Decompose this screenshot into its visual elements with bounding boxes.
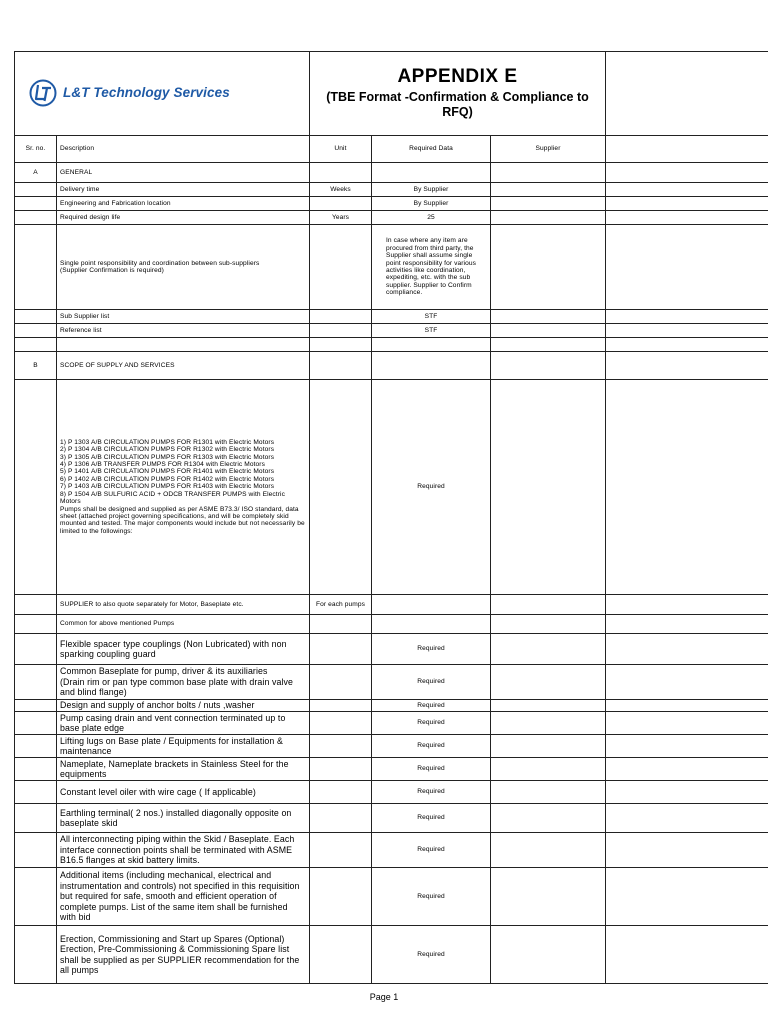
row-required-data <box>371 615 490 633</box>
table-row <box>14 832 768 867</box>
row-blank <box>605 310 768 323</box>
row-blank <box>605 868 768 925</box>
row-required-data: By Supplier <box>371 183 490 196</box>
row-unit <box>309 833 371 867</box>
row-blank <box>605 781 768 803</box>
row-required-data: Required <box>371 781 490 803</box>
row-supplier <box>490 380 605 594</box>
row-unit <box>309 615 371 633</box>
row-description: Common for above mentioned Pumps <box>56 615 309 633</box>
table-row <box>14 803 768 832</box>
row-required-data <box>371 338 490 351</box>
row-required-data: STF <box>371 310 490 323</box>
row-unit <box>309 197 371 210</box>
table-row <box>14 711 768 734</box>
document-header <box>14 51 768 135</box>
row-required-data: Required <box>371 634 490 664</box>
row-sr <box>14 926 56 983</box>
row-sr <box>14 310 56 323</box>
row-blank <box>605 712 768 734</box>
row-required-data: Required <box>371 712 490 734</box>
row-unit <box>309 735 371 757</box>
row-supplier <box>490 197 605 210</box>
table-row <box>14 757 768 780</box>
row-supplier <box>490 758 605 780</box>
row-description: SUPPLIER to also quote separately for Motor, Baseplate etc. <box>56 595 309 614</box>
row-blank <box>605 833 768 867</box>
page-number: Page 1 <box>369 992 399 1002</box>
row-blank <box>605 225 768 309</box>
row-required-data: Required <box>371 665 490 699</box>
document-subtitle: (TBE Format -Confirmation & Compliance to RFQ) <box>326 90 589 119</box>
row-sr <box>14 615 56 633</box>
table-row <box>14 162 768 182</box>
row-blank <box>605 595 768 614</box>
row-sr <box>14 183 56 196</box>
row-description: All interconnecting piping within the Skid / Baseplate. Each interface connection points shall be terminated with ASME B16.5 flanges at skid battery limits. <box>56 833 309 867</box>
row-supplier <box>490 634 605 664</box>
row-description: Engineering and Fabrication location <box>56 197 309 210</box>
row-supplier <box>490 781 605 803</box>
table-row <box>14 323 768 337</box>
column-header-row <box>14 135 768 162</box>
row-blank <box>605 380 768 594</box>
row-blank <box>605 338 768 351</box>
row-description: Earthling terminal( 2 nos.) installed diagonally opposite on baseplate skid <box>56 804 309 832</box>
row-sr <box>14 324 56 337</box>
table-row <box>14 309 768 323</box>
row-supplier <box>490 804 605 832</box>
row-required-data <box>371 352 490 379</box>
row-sr <box>14 833 56 867</box>
row-unit <box>309 324 371 337</box>
row-blank <box>605 926 768 983</box>
row-required-data: In case where any item are procured from third party, the Supplier shall assume single point responsibility for various activities like coordination, expediting, etc. with the sub supplier. Supplier to Confirm compliance. <box>371 225 490 309</box>
row-required-data: Required <box>371 735 490 757</box>
row-description: Common Baseplate for pump, driver & its auxiliaries (Drain rim or pan type common base plate with drain valve and blind flange) <box>56 665 309 699</box>
row-supplier <box>490 310 605 323</box>
row-blank <box>605 197 768 210</box>
row-unit <box>309 310 371 323</box>
table-row <box>14 699 768 711</box>
row-description: 1) P 1303 A/B CIRCULATION PUMPS FOR R1301 with Electric Motors 2) P 1304 A/B CIRCULATION PUMPS FOR R1302 with Electric Motors 3) P 1305 A/B CIRCULATION PUMPS FOR R1303 with Electric Motors 4) P 1306 A/B TRANSFER PUMPS FOR R1304 with Electric Motors 5) P 1401 A/B CIRCULATION PUMPS FOR R1401 with Electric Motors 6) P 1402 A/B CIRCULATION PUMPS FOR R1402 with Electric Motors 7) P 1403 A/B CIRCULATION PUMPS FOR R1403 with Electric Motors 8) P 1504 A/B SULFURIC ACID + ODCB TRANSFER PUMPS with Electric Motors Pumps shall be designed and supplied as per ASME B73.3/ ISO standard, data sheet (attached project governing specifications, and will be completely skid mounted and tested. The major components would include but not necessarily be limited to the followings: <box>56 380 309 594</box>
row-unit: For each pumps <box>309 595 371 614</box>
row-supplier <box>490 700 605 711</box>
row-sr: A <box>14 163 56 182</box>
row-description: Additional items (including mechanical, electrical and instrumentation and controls) not specified in this requisition but required for safe, smooth and efficient operation of complete pumps. List of the same item shall be furnished with bid <box>56 868 309 925</box>
row-required-data: Required <box>371 833 490 867</box>
row-sr <box>14 634 56 664</box>
row-sr <box>14 211 56 224</box>
row-supplier <box>490 595 605 614</box>
table-row <box>14 224 768 309</box>
table-row <box>14 351 768 379</box>
col-header-supplier: Supplier <box>490 136 605 162</box>
row-unit <box>309 781 371 803</box>
row-description: Flexible spacer type couplings (Non Lubricated) with non sparking coupling guard <box>56 634 309 664</box>
row-unit <box>309 712 371 734</box>
row-description: Nameplate, Nameplate brackets in Stainless Steel for the equipments <box>56 758 309 780</box>
row-sr <box>14 758 56 780</box>
row-blank <box>605 352 768 379</box>
header-blank-cell <box>605 52 768 136</box>
row-supplier <box>490 615 605 633</box>
row-supplier <box>490 338 605 351</box>
table-row <box>14 337 768 351</box>
row-blank <box>605 183 768 196</box>
row-unit: Years <box>309 211 371 224</box>
row-required-data <box>371 163 490 182</box>
row-unit <box>309 338 371 351</box>
row-blank <box>605 324 768 337</box>
row-required-data: Required <box>371 700 490 711</box>
row-description: Pump casing drain and vent connection terminated up to base plate edge <box>56 712 309 734</box>
row-sr <box>14 781 56 803</box>
table-bottom-border <box>14 983 768 984</box>
row-supplier <box>490 324 605 337</box>
row-sr <box>14 225 56 309</box>
row-description: Sub Supplier list <box>56 310 309 323</box>
row-description: GENERAL <box>56 163 309 182</box>
row-description: Reference list <box>56 324 309 337</box>
table-row <box>14 633 768 664</box>
table-row <box>14 594 768 614</box>
col-header-required-data: Required Data <box>371 136 490 162</box>
row-supplier <box>490 211 605 224</box>
row-blank <box>605 163 768 182</box>
row-sr <box>14 804 56 832</box>
table-row <box>14 379 768 594</box>
row-unit <box>309 380 371 594</box>
table-row <box>14 925 768 983</box>
row-sr <box>14 197 56 210</box>
row-unit <box>309 225 371 309</box>
row-blank <box>605 758 768 780</box>
row-description: Erection, Commissioning and Start up Spares (Optional) Erection, Pre-Commissioning & Commissioning Spare list shall be supplied as per SUPPLIER recommendation for the all pumps <box>56 926 309 983</box>
row-required-data: Required <box>371 868 490 925</box>
row-blank <box>605 665 768 699</box>
row-description <box>56 338 309 351</box>
row-sr <box>14 380 56 594</box>
row-unit <box>309 804 371 832</box>
col-header-unit: Unit <box>309 136 371 162</box>
row-required-data: By Supplier <box>371 197 490 210</box>
row-sr <box>14 712 56 734</box>
row-unit <box>309 665 371 699</box>
row-supplier <box>490 868 605 925</box>
row-supplier <box>490 163 605 182</box>
row-sr <box>14 868 56 925</box>
row-sr: B <box>14 352 56 379</box>
row-sr <box>14 665 56 699</box>
row-supplier <box>490 833 605 867</box>
row-required-data: 25 <box>371 211 490 224</box>
table-row <box>14 867 768 925</box>
logo-cell <box>14 52 309 136</box>
row-blank <box>605 634 768 664</box>
row-sr <box>14 735 56 757</box>
row-description: Delivery time <box>56 183 309 196</box>
row-description: Single point responsibility and coordination between sub-suppliers (Supplier Confirmation is required) <box>56 225 309 309</box>
row-required-data: Required <box>371 804 490 832</box>
row-required-data: Required <box>371 926 490 983</box>
row-unit <box>309 352 371 379</box>
lt-logo-icon <box>29 79 57 107</box>
row-blank <box>605 211 768 224</box>
company-logo-text: L&T Technology Services <box>63 85 230 100</box>
row-sr <box>14 595 56 614</box>
row-required-data: Required <box>371 758 490 780</box>
row-blank <box>605 804 768 832</box>
col-header-blank <box>605 136 768 162</box>
table-row <box>14 734 768 757</box>
col-header-sr: Sr. no. <box>14 136 56 162</box>
table-row <box>14 210 768 224</box>
row-supplier <box>490 735 605 757</box>
row-sr <box>14 700 56 711</box>
row-blank <box>605 615 768 633</box>
row-unit: Weeks <box>309 183 371 196</box>
row-required-data: Required <box>371 380 490 594</box>
row-sr <box>14 338 56 351</box>
row-unit <box>309 926 371 983</box>
row-supplier <box>490 225 605 309</box>
row-blank <box>605 735 768 757</box>
table-row <box>14 780 768 803</box>
row-description: SCOPE OF SUPPLY AND SERVICES <box>56 352 309 379</box>
row-description: Design and supply of anchor bolts / nuts ,washer <box>56 700 309 711</box>
row-description: Constant level oiler with wire cage ( If applicable) <box>56 781 309 803</box>
row-supplier <box>490 926 605 983</box>
row-unit <box>309 758 371 780</box>
row-required-data: STF <box>371 324 490 337</box>
row-unit <box>309 868 371 925</box>
document-title: APPENDIX E <box>397 66 518 87</box>
row-description: Lifting lugs on Base plate / Equipments for installation & maintenance <box>56 735 309 757</box>
row-unit <box>309 634 371 664</box>
row-description: Required design life <box>56 211 309 224</box>
table-row <box>14 182 768 196</box>
row-supplier <box>490 665 605 699</box>
title-cell <box>309 52 605 136</box>
table-row <box>14 664 768 699</box>
col-header-description: Description <box>56 136 309 162</box>
row-unit <box>309 700 371 711</box>
row-supplier <box>490 352 605 379</box>
table-row <box>14 614 768 633</box>
row-blank <box>605 700 768 711</box>
row-supplier <box>490 183 605 196</box>
row-supplier <box>490 712 605 734</box>
row-unit <box>309 163 371 182</box>
row-required-data <box>371 595 490 614</box>
table-row <box>14 196 768 210</box>
